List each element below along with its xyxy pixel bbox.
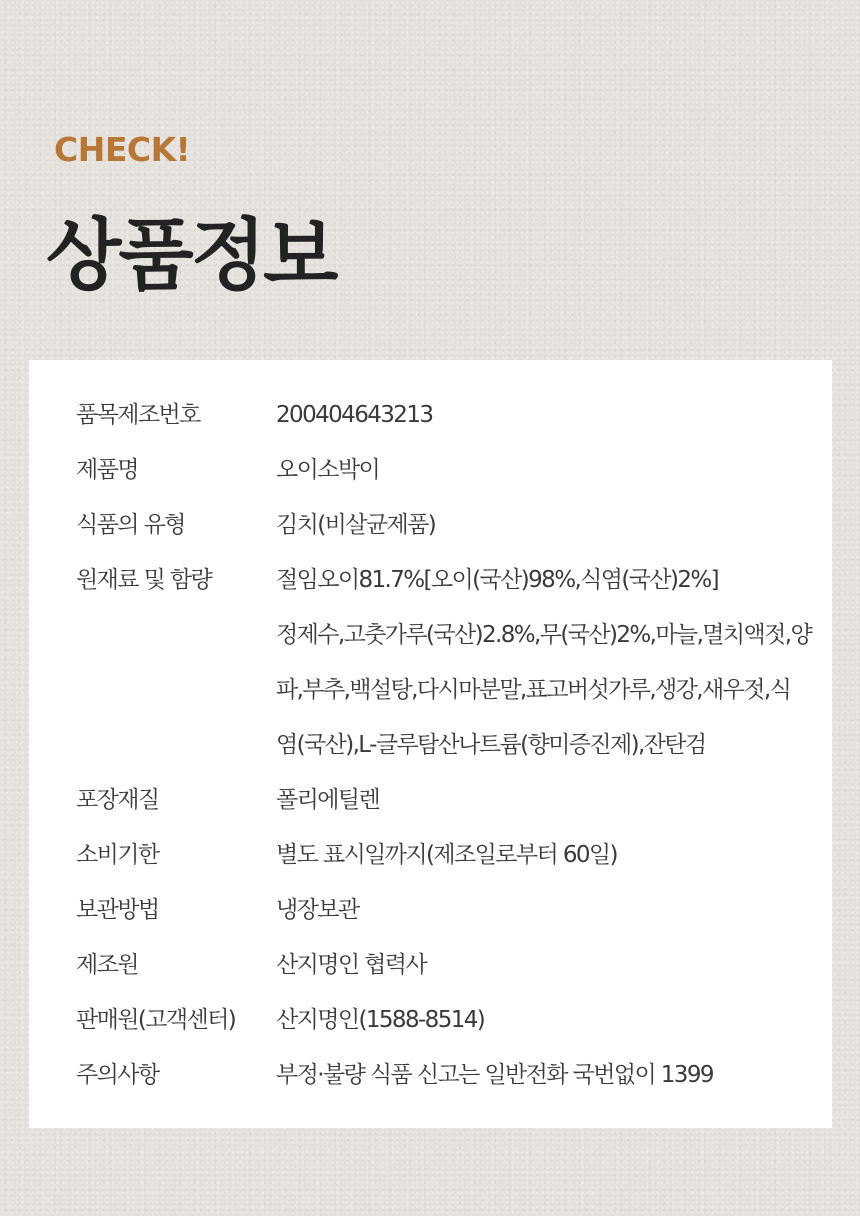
eyebrow-label: CHECK! bbox=[54, 130, 191, 169]
info-label: 품목제조번호 bbox=[76, 402, 200, 428]
info-value-line: 산지명인(1588-8514) bbox=[276, 1007, 485, 1033]
info-row-caution bbox=[29, 1048, 832, 1103]
info-value bbox=[276, 1048, 816, 1103]
page-title: 상품정보 bbox=[46, 211, 336, 301]
info-value bbox=[276, 938, 816, 993]
info-value bbox=[276, 828, 816, 883]
info-label: 보관방법 bbox=[76, 897, 159, 923]
info-value bbox=[276, 773, 816, 828]
info-label: 주의사항 bbox=[76, 1062, 159, 1088]
info-value-line: 파,부추,백설탕,다시마분말,표고버섯가루,생강,새우젓,식 bbox=[276, 677, 791, 703]
info-row-manufacture-number bbox=[29, 388, 832, 443]
info-value bbox=[276, 388, 816, 443]
info-row-ingredients bbox=[29, 553, 832, 773]
info-value-line: 부정·불량 식품 신고는 일반전화 국번없이 1399 bbox=[276, 1062, 713, 1088]
info-row-packaging bbox=[29, 773, 832, 828]
info-value bbox=[276, 553, 816, 773]
info-value bbox=[276, 883, 816, 938]
info-label: 원재료 및 함량 bbox=[76, 567, 212, 593]
info-row-seller bbox=[29, 993, 832, 1048]
info-value-line: 오이소박이 bbox=[276, 457, 380, 483]
info-label: 소비기한 bbox=[76, 842, 159, 868]
info-value-line: 염(국산),L-글루탐산나트륨(향미증진제),잔탄검 bbox=[276, 732, 706, 758]
info-value-line: 산지명인 협력사 bbox=[276, 952, 427, 978]
info-value-line: 폴리에틸렌 bbox=[276, 787, 380, 813]
product-info-card bbox=[29, 360, 832, 1128]
info-row-expiration bbox=[29, 828, 832, 883]
info-label: 식품의 유형 bbox=[76, 512, 185, 538]
info-label: 제품명 bbox=[76, 457, 138, 483]
info-value-line: 별도 표시일까지(제조일로부터 60일) bbox=[276, 842, 617, 868]
info-value bbox=[276, 443, 816, 498]
info-label: 판매원(고객센터) bbox=[76, 1007, 236, 1033]
info-value bbox=[276, 498, 816, 553]
info-label: 포장재질 bbox=[76, 787, 159, 813]
info-value bbox=[276, 993, 816, 1048]
info-row-food-type bbox=[29, 498, 832, 553]
info-value-line: 냉장보관 bbox=[276, 897, 359, 923]
info-value-line: 200404643213 bbox=[276, 402, 433, 428]
info-label: 제조원 bbox=[76, 952, 138, 978]
info-row-product-name bbox=[29, 443, 832, 498]
info-row-storage bbox=[29, 883, 832, 938]
info-value-line: 김치(비살균제품) bbox=[276, 512, 436, 538]
info-value-line: 절임오이81.7%[오이(국산)98%,식염(국산)2%] bbox=[276, 567, 719, 593]
info-row-manufacturer bbox=[29, 938, 832, 993]
info-value-line: 정제수,고춧가루(국산)2.8%,무(국산)2%,마늘,멸치액젓,양 bbox=[276, 622, 812, 648]
